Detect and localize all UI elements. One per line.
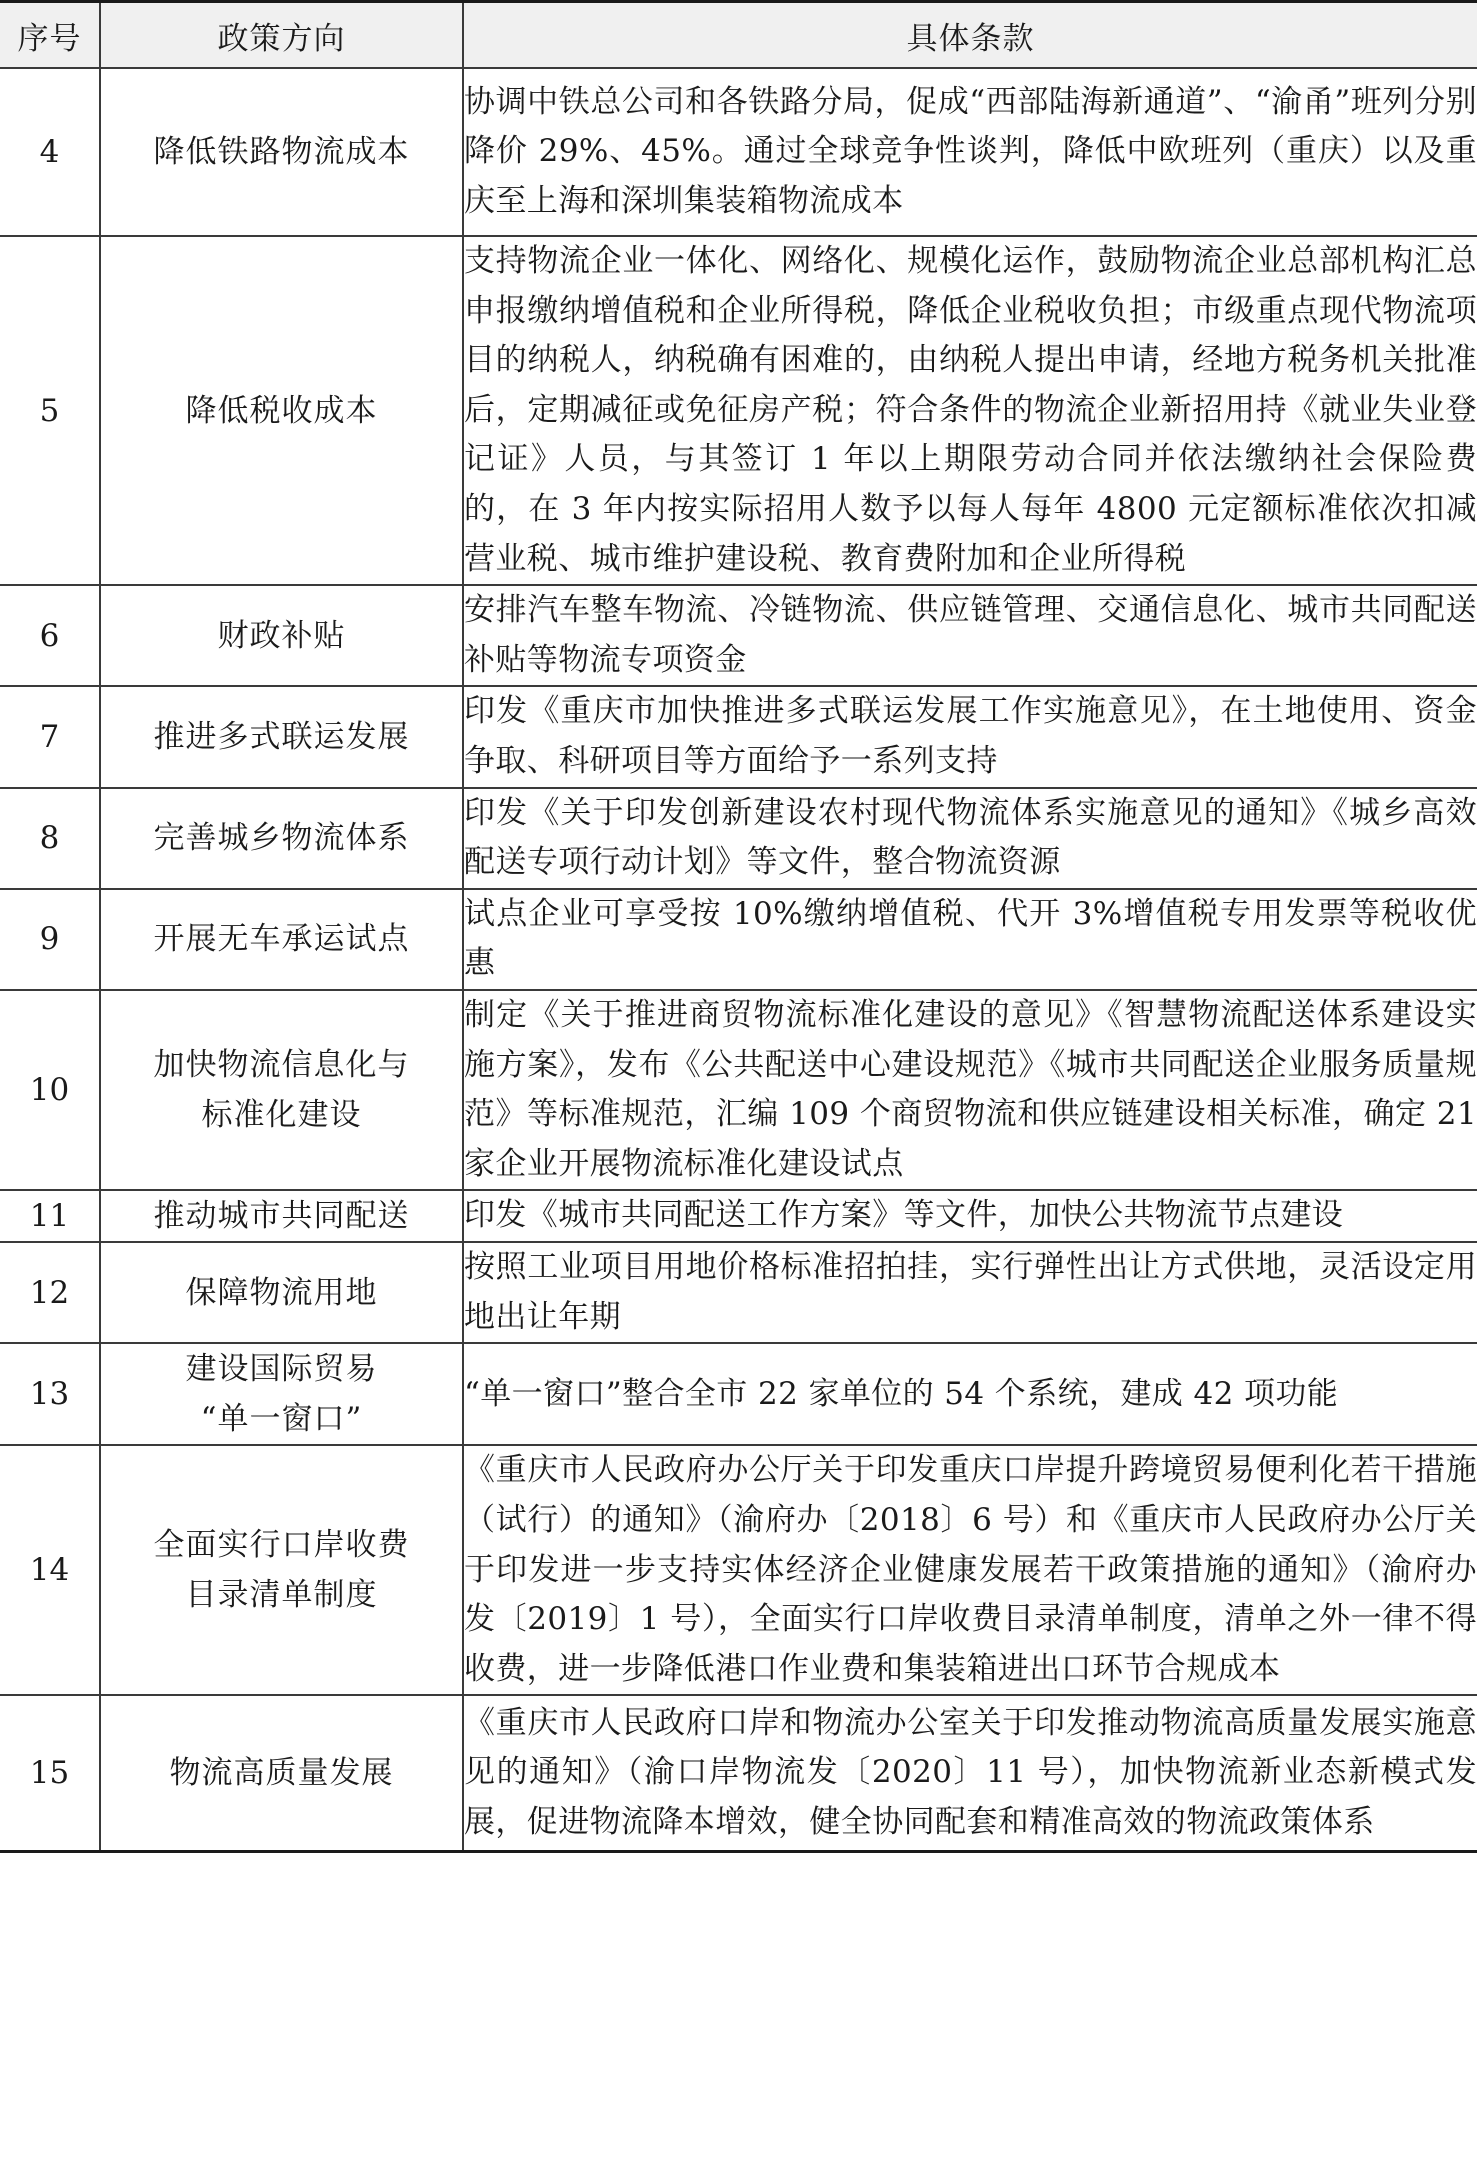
policy-direction bbox=[100, 889, 463, 990]
policy-direction-line: 建设国际贸易 bbox=[185, 1351, 378, 1388]
policy-detail: 协调中铁总公司和各铁路分局，促成“西部陆海新通道”、“渝甬”班列分别降价 29%、45%。通过全球竞争性谈判，降低中欧班列（重庆）以及重庆至上海和深圳集装箱物流成本 bbox=[463, 68, 1477, 236]
policy-direction-line: 物流高质量发展 bbox=[169, 1755, 394, 1792]
table-body bbox=[0, 68, 1477, 1851]
policy-direction-line: 标准化建设 bbox=[201, 1097, 362, 1134]
table-row bbox=[0, 889, 1477, 990]
table-row bbox=[0, 1445, 1477, 1695]
row-number: 13 bbox=[0, 1343, 100, 1445]
policy-detail: “单一窗口”整合全市 22 家单位的 54 个系统，建成 42 项功能 bbox=[463, 1343, 1477, 1445]
policy-direction bbox=[100, 236, 463, 585]
policy-direction bbox=[100, 68, 463, 236]
policy-direction-line: 开展无车承运试点 bbox=[153, 921, 410, 958]
policy-detail: 按照工业项目用地价格标准招拍挂，实行弹性出让方式供地，灵活设定用地出让年期 bbox=[463, 1242, 1477, 1343]
row-number: 12 bbox=[0, 1242, 100, 1343]
table-row bbox=[0, 68, 1477, 236]
policy-direction bbox=[100, 1343, 463, 1445]
policy-direction-line: 降低铁路物流成本 bbox=[153, 134, 410, 170]
row-number: 4 bbox=[0, 68, 100, 236]
row-number: 15 bbox=[0, 1695, 100, 1851]
policy-detail: 制定《关于推进商贸物流标准化建设的意见》《智慧物流配送体系建设实施方案》，发布《公共配送中心建设规范》《城市共同配送企业服务质量规范》等标准规范，汇编 109 个商贸物流和供应链建设相关标准，确定 21 家企业开展物流标准化建设试点 bbox=[463, 990, 1477, 1190]
header-no: 序号 bbox=[0, 2, 100, 69]
row-number: 8 bbox=[0, 788, 100, 889]
policy-direction bbox=[100, 990, 463, 1190]
policy-direction-line: 降低税收成本 bbox=[185, 392, 378, 429]
row-number: 14 bbox=[0, 1445, 100, 1695]
table-header bbox=[0, 2, 1477, 69]
header-direction: 政策方向 bbox=[100, 2, 463, 69]
policy-detail: 《重庆市人民政府办公厅关于印发重庆口岸提升跨境贸易便利化若干措施（试行）的通知》（渝府办〔2018〕6 号）和《重庆市人民政府办公厅关于印发进一步支持实体经济企业健康发展若干政策措施的通知》（渝府办发〔2019〕1 号），全面实行口岸收费目录清单制度，清单之外一律不得收费，进一步降低港口作业费和集装箱进出口环节合规成本 bbox=[463, 1445, 1477, 1695]
row-number: 6 bbox=[0, 585, 100, 686]
table-row bbox=[0, 788, 1477, 889]
table-row bbox=[0, 1242, 1477, 1343]
table-row bbox=[0, 1695, 1477, 1851]
row-number: 11 bbox=[0, 1190, 100, 1242]
policy-direction-line: 完善城乡物流体系 bbox=[153, 820, 410, 857]
policy-direction-line: 财政补贴 bbox=[217, 617, 346, 654]
table-row bbox=[0, 990, 1477, 1190]
policy-direction bbox=[100, 1445, 463, 1695]
table-row bbox=[0, 585, 1477, 686]
policy-direction bbox=[100, 788, 463, 889]
policy-direction-line: 加快物流信息化与 bbox=[153, 1047, 410, 1084]
policy-direction-line: 目录清单制度 bbox=[185, 1577, 378, 1614]
table-row bbox=[0, 1343, 1477, 1445]
table-row bbox=[0, 1190, 1477, 1242]
policy-detail: 印发《城市共同配送工作方案》等文件，加快公共物流节点建设 bbox=[463, 1190, 1477, 1242]
policy-direction bbox=[100, 1695, 463, 1851]
header-row bbox=[0, 2, 1477, 69]
policy-direction-line: 保障物流用地 bbox=[185, 1274, 378, 1311]
row-number: 9 bbox=[0, 889, 100, 990]
policy-direction-line: 全面实行口岸收费 bbox=[153, 1527, 410, 1564]
policy-direction bbox=[100, 1190, 463, 1242]
policy-detail: 安排汽车整车物流、冷链物流、供应链管理、交通信息化、城市共同配送补贴等物流专项资金 bbox=[463, 585, 1477, 686]
policy-direction bbox=[100, 1242, 463, 1343]
header-detail: 具体条款 bbox=[463, 2, 1477, 69]
row-number: 5 bbox=[0, 236, 100, 585]
policy-detail: 印发《重庆市加快推进多式联运发展工作实施意见》，在土地使用、资金争取、科研项目等方面给予一系列支持 bbox=[463, 686, 1477, 787]
policy-detail: 印发《关于印发创新建设农村现代物流体系实施意见的通知》《城乡高效配送专项行动计划》等文件，整合物流资源 bbox=[463, 788, 1477, 889]
policy-direction-line: 推进多式联运发展 bbox=[153, 718, 410, 755]
policy-detail: 试点企业可享受按 10%缴纳增值税、代开 3%增值税专用发票等税收优惠 bbox=[463, 889, 1477, 990]
table-row bbox=[0, 686, 1477, 787]
row-number: 10 bbox=[0, 990, 100, 1190]
table-row bbox=[0, 236, 1477, 585]
policy-direction-line: “单一窗口” bbox=[200, 1401, 363, 1438]
policy-detail: 支持物流企业一体化、网络化、规模化运作，鼓励物流企业总部机构汇总申报缴纳增值税和企业所得税，降低企业税收负担；市级重点现代物流项目的纳税人，纳税确有困难的，由纳税人提出申请，经地方税务机关批准后，定期减征或免征房产税；符合条件的物流企业新招用持《就业失业登记证》人员，与其签订 1 年以上期限劳动合同并依法缴纳社会保险费的，在 3 年内按实际招用人数予以每人每年 4800 元定额标准依次扣减营业税、城市维护建设税、教育费附加和企业所得税 bbox=[463, 236, 1477, 585]
policy-direction bbox=[100, 585, 463, 686]
row-number: 7 bbox=[0, 686, 100, 787]
policy-detail: 《重庆市人民政府口岸和物流办公室关于印发推动物流高质量发展实施意见的通知》（渝口岸物流发〔2020〕11 号），加快物流新业态新模式发展，促进物流降本增效，健全协同配套和精准高效的物流政策体系 bbox=[463, 1695, 1477, 1851]
policy-direction-line: 推动城市共同配送 bbox=[153, 1198, 410, 1235]
policy-direction bbox=[100, 686, 463, 787]
